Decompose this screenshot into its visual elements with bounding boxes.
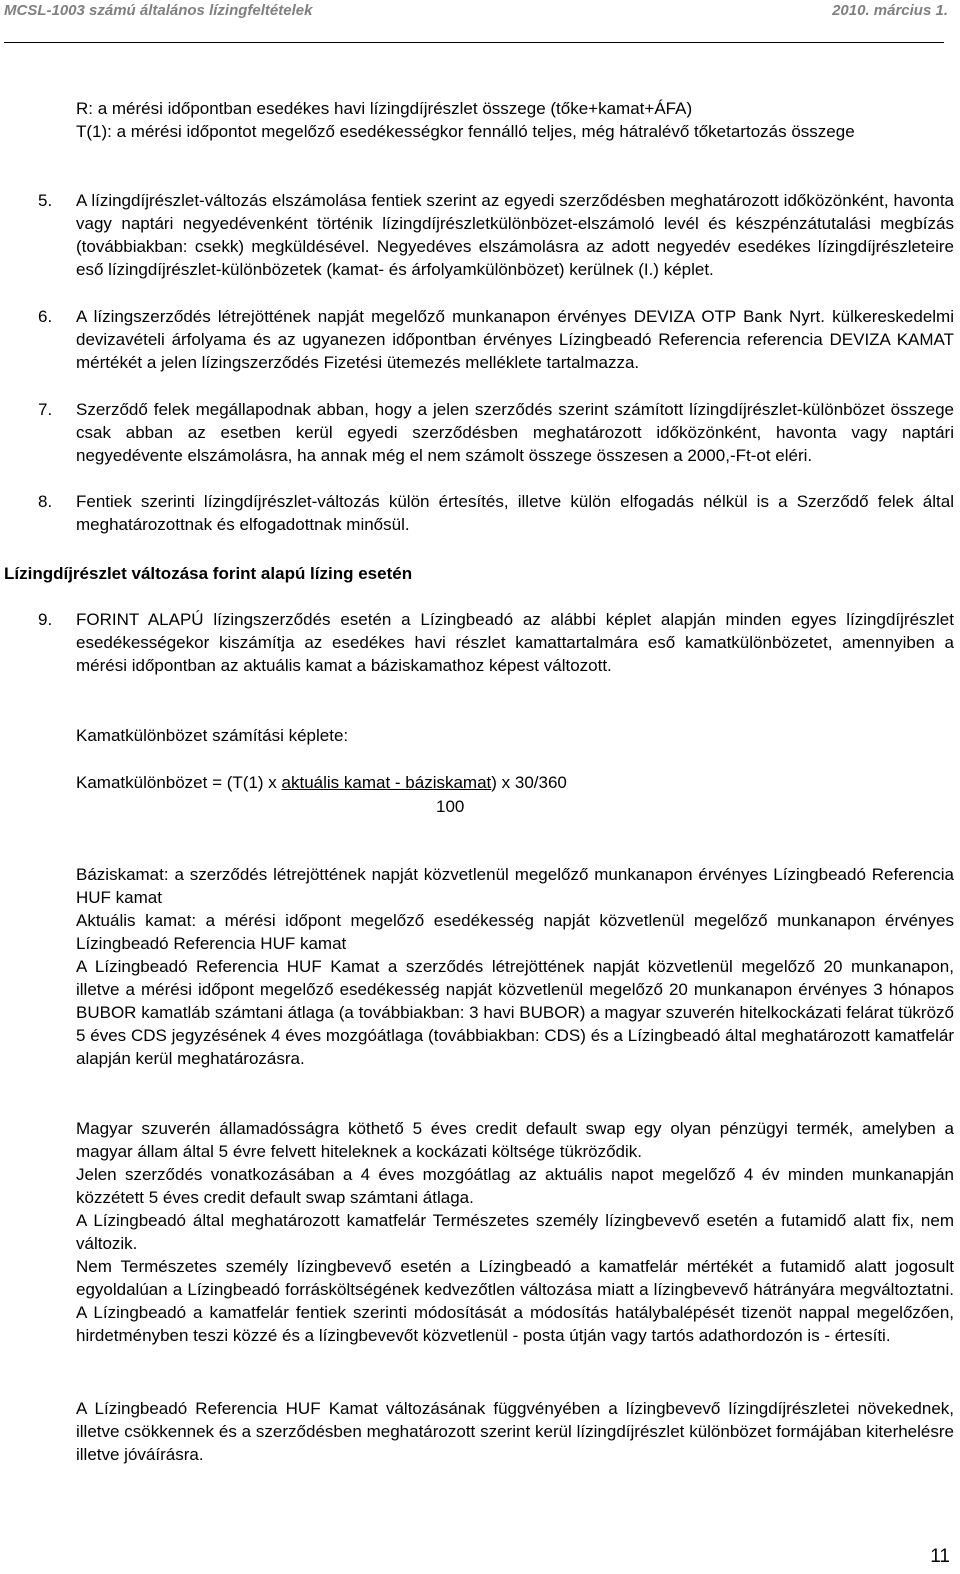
formula-intro: Kamatkülönbözet számítási képlete:: [76, 726, 349, 745]
page-number: 11: [930, 1546, 950, 1567]
explanation-bazis: Báziskamat: a szerződés létrejöttének napját közvetlenül megelőző munkanapon érvényes Lízingbeadó Referencia HUF kamat: [76, 865, 954, 907]
definition-t1: T(1): a mérési időpontot megelőző esedékességkor fennálló teljes, még hátralévő tőketartozás összege: [76, 122, 855, 141]
item-number: 6.: [38, 307, 53, 326]
formula-denominator: 100: [436, 797, 465, 816]
page-header: [0, 0, 960, 26]
document-title: MCSL-1003 számú általános lízingfeltételek: [4, 2, 313, 19]
explanation-referencia: A Lízingbeadó Referencia HUF Kamat a szerződés létrejöttének napját közvetlenül megelőző 20 munkanapon, illetve a mérési időpont megelőző esedékesség napját közvetlenül megelőző 20 munkanapon érvényes 3 hónapos BUBOR kamatláb számtani átlaga (a továbbiakban: 3 havi BUBOR) a magyar szuverén hitelkockázati felárat tükröző 5 éves CDS jegyzésének 4 éves mozgóátlaga (továbbiakban: CDS) és a Lízingbeadó által meghatározott kamatfelár alapján kerül meghatározásra.: [76, 957, 954, 1068]
item-text: A lízingszerződés létrejöttének napját megelőző munkanapon érvényes DEVIZA OTP Bank Nyrt. külkereskedelmi devizavételi árfolyama és az ugyanezen időpontban érvényes Lízingbeadó Referencia referencia DEVIZA KAMAT mértékét a jelen lízingszerződés Fizetési ütemezés melléklete tartalmazza.: [76, 307, 954, 372]
paragraph: Nem Természetes személy lízingbevevő esetén a Lízingbeadó a kamatfelár mértékét a futamidő alatt jogosult egyoldalúan a Lízingbeadó forrásköltségének kedvezőtlen változása miatt a lízingbevevő hátrányára megváltoztatni. A Lízingbeadó a kamatfelár fentiek szerinti módosítását a módosítás hatálybalépését tizenöt nappal megelőzően, hirdetményben teszi közzé és a lízingbevevőt közvetlenül - posta útján vagy tartós adathordozón is - értesíti.: [76, 1257, 954, 1345]
item-text: FORINT ALAPÚ lízingszerződés esetén a Lízingbeadó az alábbi képlet alapján minden egyes lízingdíjrészlet esedékességekor kiszámítja az esedékes havi részlet kamattartalmára eső kamatkülönbözetet, amennyiben a mérési időpontban az aktuális kamat a báziskamathoz képest változott.: [76, 610, 954, 675]
definition-r: R: a mérési időpontban esedékes havi lízingdíjrészlet összege (tőke+kamat+ÁFA): [76, 99, 693, 118]
item-number: 9.: [38, 610, 53, 629]
section-heading: Lízingdíjrészlet változása forint alapú lízing esetén: [4, 564, 413, 583]
formula-lhs: Kamatkülönbözet = (T(1) x: [76, 773, 282, 792]
item-text: A lízingdíjrészlet-változás elszámolása fentiek szerint az egyedi szerződésben meghatározott időközönként, havonta vagy naptári negyedévenként történik lízingdíjrészletkülönbözet-elszámoló levél és készpénzátutalási megbízás (továbbiakban: csekk) megküldésével. Negyedéves elszámolásra az adott negyedév esedékes lízingdíjrészleteire eső lízingdíjrészlet-különbözetek (kamat- és árfolyamkülönbözet) kerülnek (I.) képlet.: [76, 191, 954, 279]
item-number: 8.: [38, 492, 53, 511]
header-divider: [4, 42, 944, 43]
explanation-aktualis: Aktuális kamat: a mérési időpont megelőző esedékesség napját közvetlenül megelőző munkanapon érvényes Lízingbeadó Referencia HUF kamat: [76, 911, 954, 953]
item-text: Fentiek szerinti lízingdíjrészlet-változás külön értesítés, illetve külön elfogadás nélkül is a Szerződő felek által meghatározottnak és elfogadottnak minősül.: [76, 492, 954, 534]
formula-numerator: aktuális kamat - báziskamat: [281, 773, 492, 792]
item-text: Szerződő felek megállapodnak abban, hogy a jelen szerződés szerint számított lízingdíjrészlet-különbözet összege csak abban az esetben kerül egyedi szerződésben meghatározott időközönként, havonta vagy naptári negyedévente elszámolásra, ha annak még el nem számolt összege összesen a 2000,-Ft-ot eléri.: [76, 400, 954, 465]
document-date: 2010. március 1.: [832, 2, 948, 19]
paragraph: A Lízingbeadó által meghatározott kamatfelár Természetes személy lízingbevevő esetén a futamidő alatt fix, nem változik.: [76, 1211, 954, 1253]
item-number: 5.: [38, 191, 53, 210]
paragraph: Magyar szuverén államadósságra köthető 5 éves credit default swap egy olyan pénzügyi termék, amelyben a magyar állam által 5 évre felvett hiteleknek a kockázati költsége tükröződik.: [76, 1119, 954, 1161]
item-number: 7.: [38, 400, 53, 419]
formula-rhs: ) x 30/360: [491, 773, 567, 792]
formula: [76, 771, 567, 794]
paragraph: A Lízingbeadó Referencia HUF Kamat változásának függvényében a lízingbevevő lízingdíjrészletei növekednek, illetve csökkennek és a szerződésben meghatározott szerint kerül lízingdíjrészlet különbözet formájában kiterhelésre illetve jóváírásra.: [76, 1399, 954, 1464]
paragraph: Jelen szerződés vonatkozásában a 4 éves mozgóátlag az aktuális napot megelőző 4 év minden munkanapján közzétett 5 éves credit default swap számtani átlaga.: [76, 1165, 954, 1207]
